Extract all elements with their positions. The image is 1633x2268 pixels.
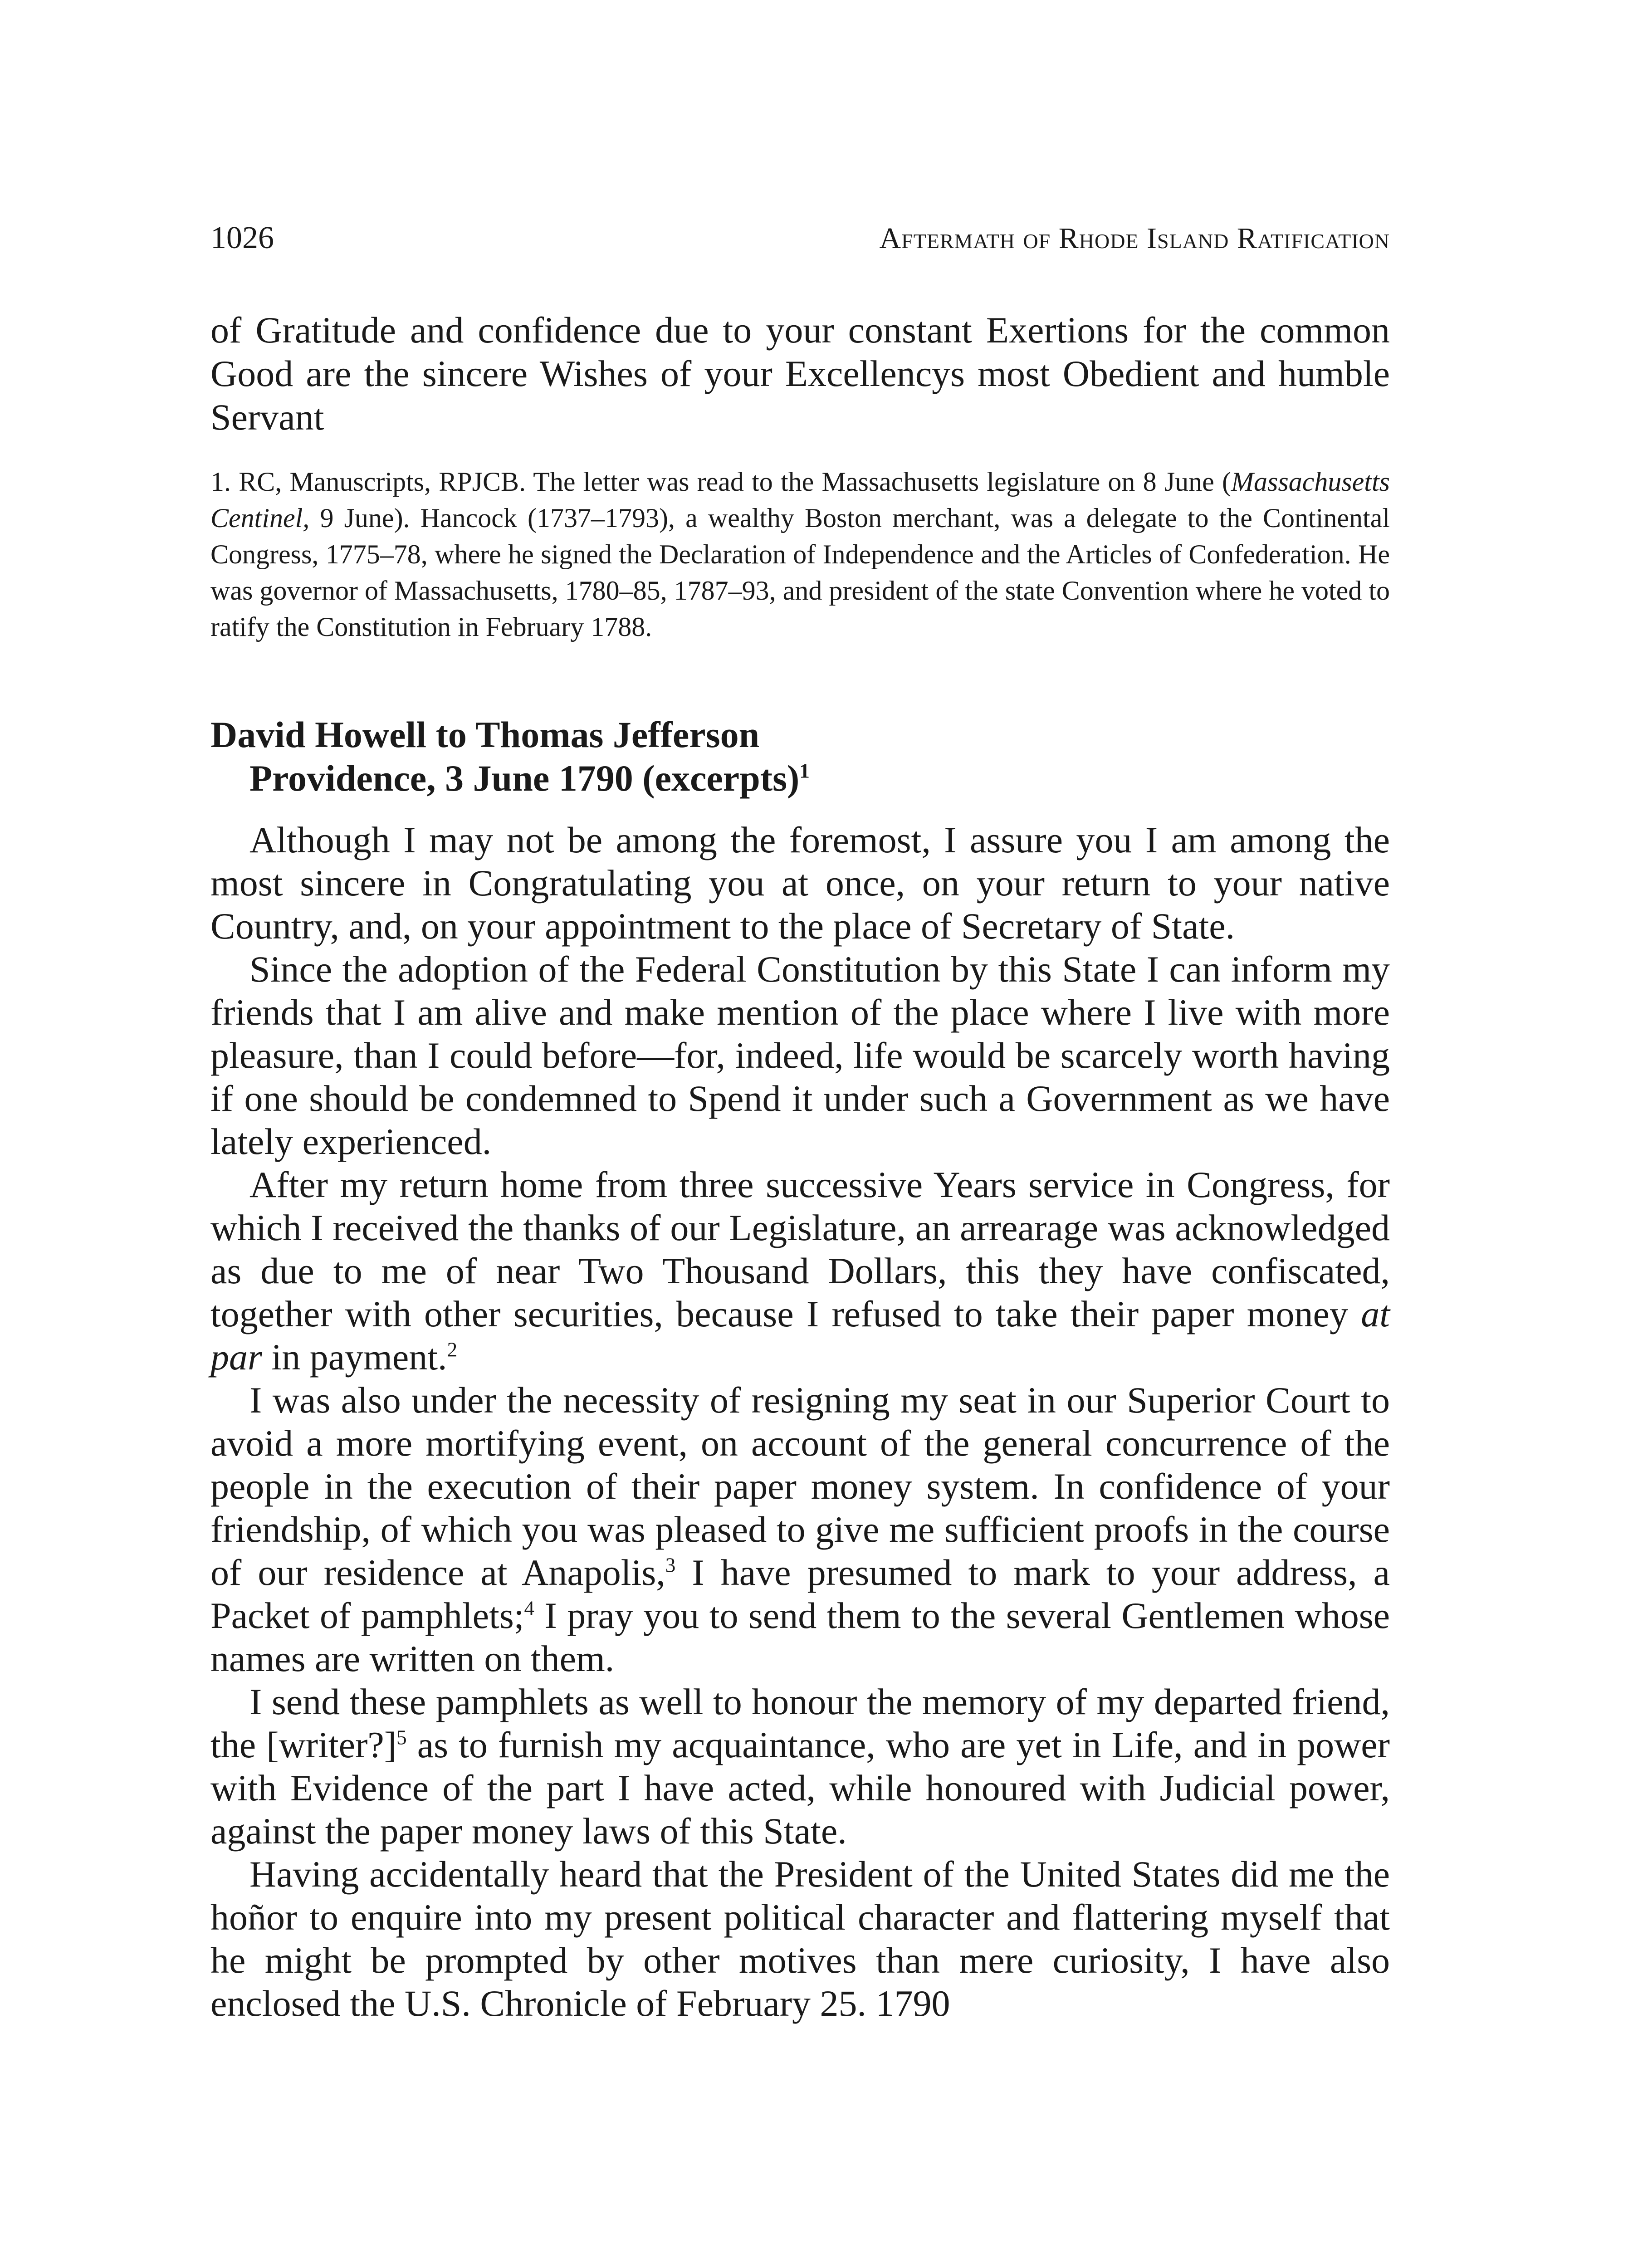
note-ref-5: 5: [396, 1726, 407, 1749]
note-ref-3: 3: [665, 1554, 676, 1577]
paragraph-5-part-b: as to furnish my acquaintance, who are yet in Life, and in power with Evidence of the part I have acted, while honoured with Judicial power, against the paper money laws of this State.: [210, 1724, 1390, 1852]
paragraph-6: Having accidentally heard that the President of the United States did me the hoñor to enquire into my present political character and flattering myself that he might be prompted by other motives than mere curiosity, I have also enclosed the U.S. Chronicle of February 25. 1790: [210, 1853, 1390, 2024]
opening-paragraph: of Gratitude and confidence due to your constant Exertions for the common Good are the sincere Wishes of your Excellencys most Obedient and humble Servant: [210, 309, 1390, 438]
paragraph-3-part-b: in payment.: [262, 1336, 447, 1378]
running-header: [210, 218, 1390, 259]
note-ref-4: 4: [524, 1597, 535, 1620]
footnote-1: [210, 464, 1390, 645]
paragraph-4: [210, 1378, 1390, 1680]
letter-body: [210, 818, 1390, 2025]
footnote-1-part2: 9 June). Hancock (1737–1793), a wealthy Boston merchant, was a delegate to the Continental Congress, 1775–78, where he signed the Declaration of Independence and the Articles of Confederation. He was governor of Massachusetts, 1780–85, 1787–93, and president of the state Convention where he voted to ratify the Constitution in February 1788.: [210, 503, 1390, 642]
paragraph-5-part-a: I send these pamphlets as well to honour the memory of my departed friend, the [writer?]: [210, 1681, 1390, 1765]
heading-note-ref: 1: [799, 759, 810, 782]
paragraph-4-part-b: I have presumed to mark to your address, a Packet of pamphlets;: [210, 1552, 1390, 1636]
footnote-1-italic: Massachusetts Centinel,: [210, 467, 1390, 533]
running-title: Aftermath of Rhode Island Ratification: [879, 222, 1390, 255]
note-ref-2: 2: [447, 1338, 458, 1361]
paragraph-4-part-a: I was also under the necessity of resigning my seat in our Superior Court to avoid a more mortifying event, on account of the general concurrence of the people in the execution of their paper money system. In confidence of your friendship, of which you was pleased to give me sufficient proofs in the course of our residence at Anapolis,: [210, 1379, 1390, 1593]
paragraph-5: [210, 1680, 1390, 1853]
heading-line-2-text: Providence, 3 June 1790 (excerpts): [249, 758, 800, 799]
paragraph-3-italic: at par: [210, 1293, 1390, 1378]
document-heading: [210, 713, 1390, 800]
footnote-1-text: [210, 464, 1390, 645]
heading-line-2: [210, 757, 1390, 800]
heading-line-1: David Howell to Thomas Jefferson: [210, 714, 760, 755]
paragraph-3: [210, 1163, 1390, 1378]
paragraph-4-part-c: I pray you to send them to the several Gentlemen whose names are written on them.: [210, 1595, 1390, 1679]
paragraph-3-part-a: After my return home from three successive Years service in Congress, for which I received the thanks of our Legislature, an arrearage was acknowledged as due to me of near Two Thousand Dollars, this they have confiscated, together with other securities, because I refused to take their paper money: [210, 1164, 1390, 1334]
paragraph-1: Although I may not be among the foremost, I assure you I am among the most sincere in Congratulating you at once, on your return to your native Country, and, on your appointment to the place of Secretary of State.: [210, 819, 1390, 947]
footnote-1-part1: 1. RC, Manuscripts, RPJCB. The letter was read to the Massachusetts legislature on 8 June (: [210, 467, 1232, 497]
paragraph-2: Since the adoption of the Federal Constitution by this State I can inform my friends that I am alive and make mention of the place where I live with more pleasure, than I could before—for, indeed, life would be scarcely worth having if one should be condemned to Spend it under such a Government as we have lately experienced.: [210, 948, 1390, 1162]
page-number: 1026: [210, 220, 274, 255]
document-page: [210, 218, 1390, 2025]
